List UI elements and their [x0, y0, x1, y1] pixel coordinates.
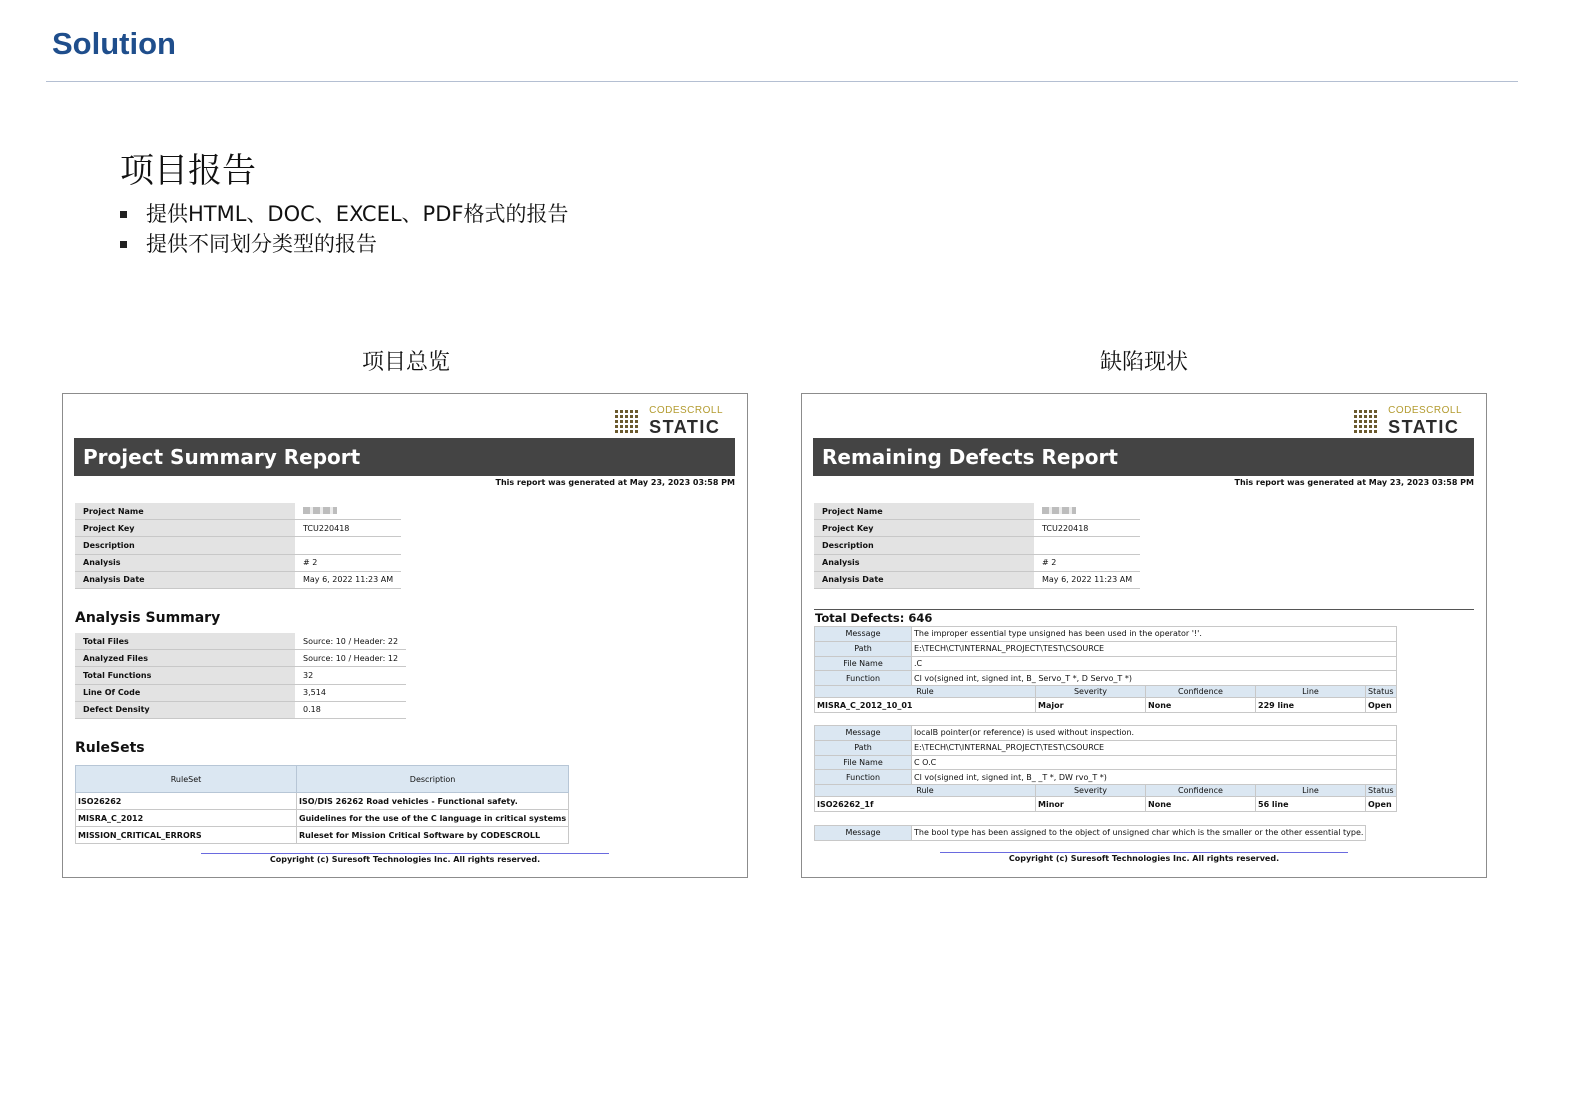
defect-rule: ISO26262_1f — [815, 797, 1036, 812]
defect-entry — [814, 725, 1397, 812]
table-key: Analysis Date — [75, 571, 295, 588]
table-row — [76, 793, 569, 810]
table-key: Project Key — [814, 520, 1034, 537]
column-header: Confidence — [1146, 785, 1256, 797]
table-key: Project Name — [814, 503, 1034, 520]
field-label: Function — [815, 671, 912, 686]
defect-rule: MISRA_C_2012_10_01 — [815, 698, 1036, 713]
table-key: Analysis Date — [814, 571, 1034, 588]
slide-title: Solution — [52, 26, 176, 61]
ruleset-name: ISO26262 — [76, 793, 297, 810]
total-defects: Total Defects: 646 — [815, 611, 933, 625]
defect-message: The bool type has been assigned to the object of unsigned char which is the smaller or the other essential type. — [912, 826, 1366, 841]
defect-severity: Minor — [1036, 797, 1146, 812]
defect-confidence: None — [1146, 698, 1256, 713]
remaining-defects-report — [801, 393, 1487, 878]
generated-timestamp: This report was generated at May 23, 2023 03:58 PM — [495, 478, 735, 487]
table-value: May 6, 2022 11:23 AM — [1034, 571, 1140, 588]
column-header: Status — [1366, 686, 1397, 698]
table-row — [814, 520, 1140, 537]
project-info-table — [814, 503, 1140, 589]
defect-message: The improper essential type unsigned has been used in the operator '!'. — [912, 627, 1397, 642]
table-value — [295, 537, 401, 554]
table-key: Total Files — [75, 633, 295, 650]
table-value: Source: 10 / Header: 12 — [295, 650, 406, 667]
table-row — [75, 667, 406, 684]
column-header: Status — [1366, 785, 1397, 797]
table-row — [75, 554, 401, 571]
table-row — [75, 571, 401, 588]
bullet-list — [120, 199, 568, 259]
defect-file-name: C O.C — [912, 755, 1397, 770]
table-row — [76, 810, 569, 827]
analysis-summary-heading: Analysis Summary — [75, 610, 221, 626]
copyright-text: Copyright (c) Suresoft Technologies Inc. All rights reserved. — [269, 855, 541, 864]
logo-bottom-text: STATIC — [649, 417, 721, 437]
defect-status: Open — [1366, 797, 1397, 812]
bullet-item — [120, 229, 568, 259]
column-header: Severity — [1036, 686, 1146, 698]
column-header: RuleSet — [76, 766, 297, 793]
field-label: Path — [815, 641, 912, 656]
column-header: Rule — [815, 686, 1036, 698]
defect-entry — [814, 626, 1397, 713]
table-value: 0.18 — [295, 701, 406, 718]
defect-file-name: .C — [912, 656, 1397, 671]
table-row — [75, 633, 406, 650]
table-key: Defect Density — [75, 701, 295, 718]
field-label: File Name — [815, 755, 912, 770]
bullet-item — [120, 199, 568, 229]
total-defects-divider — [814, 609, 1474, 610]
table-row — [814, 537, 1140, 554]
project-info-table — [75, 503, 401, 589]
table-value: 32 — [295, 667, 406, 684]
logo-top-text: CODESCROLL — [1388, 405, 1462, 416]
table-row — [814, 554, 1140, 571]
table-row — [75, 684, 406, 701]
ruleset-description: Ruleset for Mission Critical Software by CODESCROLL — [297, 827, 569, 844]
ruleset-name: MISSION_CRITICAL_ERRORS — [76, 827, 297, 844]
table-value — [1034, 537, 1140, 554]
defect-line: 56 line — [1256, 797, 1366, 812]
table-key: Analysis — [814, 554, 1034, 571]
redacted-value — [303, 507, 337, 514]
defect-line: 229 line — [1256, 698, 1366, 713]
ruleset-name: MISRA_C_2012 — [76, 810, 297, 827]
rulesets-table — [75, 765, 569, 844]
defect-message: localB pointer(or reference) is used without inspection. — [912, 726, 1397, 741]
table-value — [295, 503, 401, 520]
bullet-text: 提供不同划分类型的报告 — [146, 232, 377, 256]
ruleset-description: Guidelines for the use of the C language in critical systems — [297, 810, 569, 827]
report-title: Remaining Defects Report — [813, 438, 1474, 476]
field-label: Message — [815, 726, 912, 741]
table-value: TCU220418 — [1034, 520, 1140, 537]
logo-bottom-text: STATIC — [1388, 417, 1460, 437]
bullet-text: 提供HTML、DOC、EXCEL、PDF格式的报告 — [146, 202, 569, 226]
analysis-summary-table — [75, 633, 406, 719]
table-value: May 6, 2022 11:23 AM — [295, 571, 401, 588]
defect-severity: Major — [1036, 698, 1146, 713]
column-header: Line — [1256, 785, 1366, 797]
table-row — [76, 827, 569, 844]
table-value: # 2 — [295, 554, 401, 571]
defect-entry — [814, 825, 1366, 841]
table-key: Description — [75, 537, 295, 554]
footer-divider — [201, 853, 609, 854]
table-value: # 2 — [1034, 554, 1140, 571]
table-key: Analyzed Files — [75, 650, 295, 667]
column-header: Line — [1256, 686, 1366, 698]
table-key: Project Key — [75, 520, 295, 537]
column-header: Description — [297, 766, 569, 793]
redacted-value — [1042, 507, 1076, 514]
table-row — [75, 503, 401, 520]
section-heading: 项目报告 — [120, 151, 256, 191]
table-key: Total Functions — [75, 667, 295, 684]
right-panel-caption: 缺陷现状 — [1099, 350, 1188, 375]
field-label: Function — [815, 770, 912, 785]
table-row — [75, 650, 406, 667]
bullet-square-icon — [120, 241, 127, 248]
table-value — [1034, 503, 1140, 520]
project-summary-report — [62, 393, 748, 878]
column-header: Rule — [815, 785, 1036, 797]
table-value: Source: 10 / Header: 22 — [295, 633, 406, 650]
table-row — [75, 701, 406, 718]
field-label: Message — [815, 826, 912, 841]
table-key: Project Name — [75, 503, 295, 520]
defect-function: Cl vo(signed int, signed int, B_ Servo_T *, D Servo_T *) — [912, 671, 1397, 686]
copyright-text: Copyright (c) Suresoft Technologies Inc. All rights reserved. — [1008, 854, 1280, 863]
generated-timestamp: This report was generated at May 23, 2023 03:58 PM — [1234, 478, 1474, 487]
column-header: Confidence — [1146, 686, 1256, 698]
left-panel-caption: 项目总览 — [361, 350, 450, 375]
table-key: Line Of Code — [75, 684, 295, 701]
table-row — [75, 520, 401, 537]
defect-confidence: None — [1146, 797, 1256, 812]
table-row — [814, 503, 1140, 520]
logo-grid-icon — [1354, 410, 1377, 433]
column-header: Severity — [1036, 785, 1146, 797]
defect-path: E:\TECH\CT\INTERNAL_PROJECT\TEST\CSOURCE — [912, 740, 1397, 755]
logo-grid-icon — [615, 410, 638, 433]
table-row — [75, 537, 401, 554]
table-value: TCU220418 — [295, 520, 401, 537]
field-label: Path — [815, 740, 912, 755]
codescroll-static-logo — [615, 406, 723, 436]
report-title: Project Summary Report — [74, 438, 735, 476]
codescroll-static-logo — [1354, 406, 1462, 436]
table-key: Description — [814, 537, 1034, 554]
rulesets-heading: RuleSets — [75, 740, 145, 756]
defect-status: Open — [1366, 698, 1397, 713]
field-label: File Name — [815, 656, 912, 671]
defect-path: E:\TECH\CT\INTERNAL_PROJECT\TEST\CSOURCE — [912, 641, 1397, 656]
footer-divider — [940, 852, 1348, 853]
field-label: Message — [815, 627, 912, 642]
table-row — [814, 571, 1140, 588]
title-divider — [46, 81, 1518, 82]
table-value: 3,514 — [295, 684, 406, 701]
table-key: Analysis — [75, 554, 295, 571]
table-header-row — [76, 766, 569, 793]
ruleset-description: ISO/DIS 26262 Road vehicles - Functional safety. — [297, 793, 569, 810]
bullet-square-icon — [120, 211, 127, 218]
logo-top-text: CODESCROLL — [649, 405, 723, 416]
defect-function: Cl vo(signed int, signed int, B_ _T *, DW rvo_T *) — [912, 770, 1397, 785]
